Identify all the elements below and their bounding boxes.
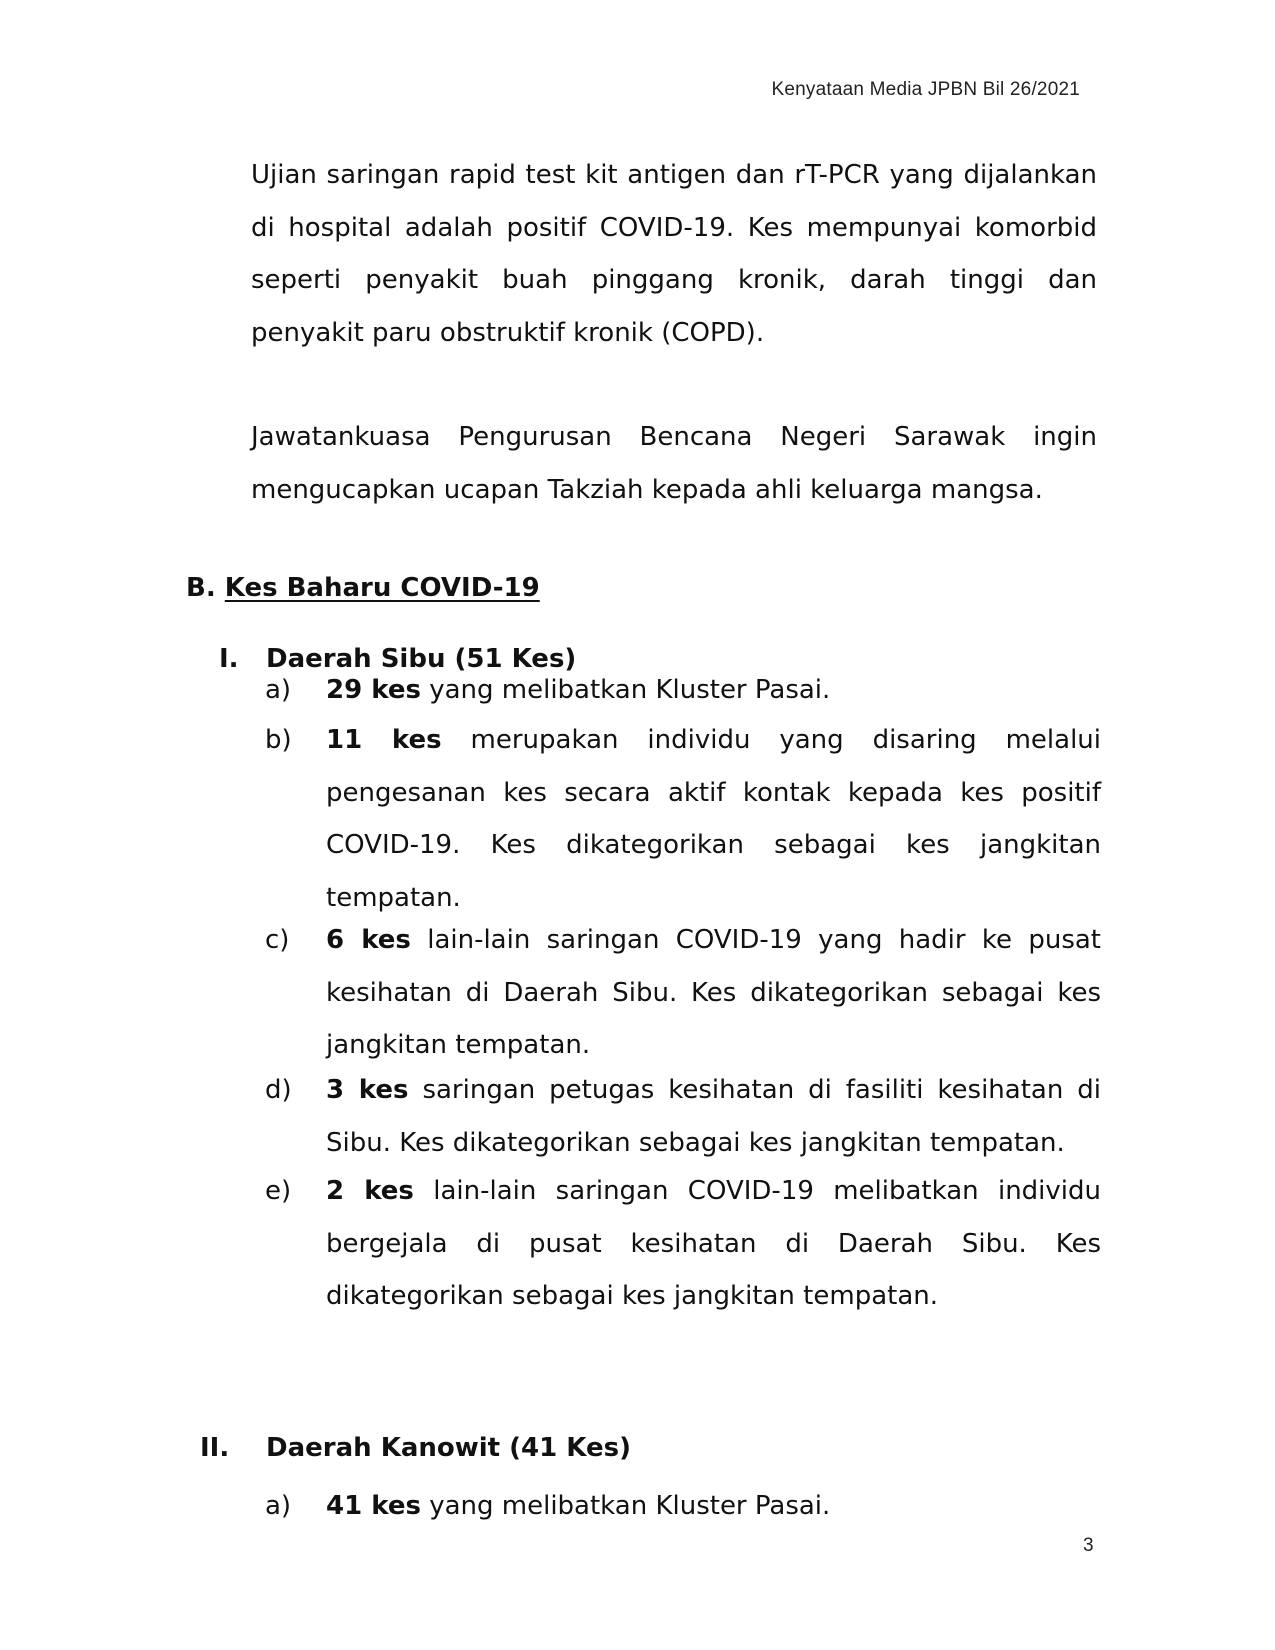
case-count: 6 kes [326, 925, 411, 955]
paragraph-condolence: Jawatankuasa Pengurusan Bencana Negeri Sarawak ingin mengucapkan ucapan Takziah kepada ahli keluarga mangsa. [251, 422, 1097, 505]
case-text: lain-lain saringan COVID-19 yang hadir ke pusat kesihatan di Daerah Sibu. Kes dikategorikan sebagai kes jangkitan tempatan. [326, 925, 1101, 1060]
list-label: a) [265, 675, 292, 705]
list-label: a) [265, 1491, 292, 1521]
list-label: d) [265, 1075, 292, 1105]
case-count: 41 kes [326, 1491, 421, 1521]
list-body [326, 714, 1101, 924]
page-header: Kenyataan Media JPBN Bil 26/2021 [771, 79, 1080, 100]
list-label: c) [265, 925, 290, 955]
list-item-kanowit-a [265, 1480, 1101, 1533]
list-item-sibu-c [265, 914, 1101, 1072]
case-text: lain-lain saringan COVID-19 melibatkan individu bergejala di pusat kesihatan di Daerah Sibu. Kes dikategorikan sebagai kes jangkitan tempatan. [326, 1176, 1101, 1311]
case-count: 11 kes [326, 725, 442, 755]
list-item-sibu-d [265, 1064, 1101, 1169]
list-item-sibu-a [265, 664, 1101, 717]
list-body [326, 1480, 1101, 1533]
district-numeral: I. [219, 644, 239, 674]
case-count: 2 kes [326, 1176, 414, 1206]
list-item-sibu-b [265, 714, 1101, 924]
case-count: 3 kes [326, 1075, 409, 1105]
case-text: merupakan individu yang disaring melalui pengesanan kes secara aktif kontak kepada kes positif COVID-19. Kes dikategorikan sebagai kes jangkitan tempatan. [326, 725, 1102, 913]
list-item-sibu-e [265, 1165, 1101, 1323]
district-numeral: II. [200, 1433, 230, 1463]
case-count: 29 kes [326, 675, 421, 705]
paragraph-test-result: Ujian saringan rapid test kit antigen dan rT-PCR yang dijalankan di hospital adalah positif COVID-19. Kes mempunyai komorbid seperti penyakit buah pinggang kronik, darah tinggi dan penyakit paru obstruktif kronik (COPD). [251, 160, 1097, 348]
case-text: yang melibatkan Kluster Pasai. [420, 1491, 831, 1521]
list-body [326, 664, 1101, 717]
list-label: e) [265, 1176, 292, 1206]
section-heading-b [186, 568, 540, 608]
list-body [326, 1165, 1101, 1323]
district-title: Daerah Sibu (51 Kes) [266, 644, 577, 674]
list-body [326, 914, 1101, 1072]
list-label: b) [265, 725, 292, 755]
section-title: Kes Baharu COVID-19 [224, 573, 540, 603]
case-text: saringan petugas kesihatan di fasiliti kesihatan di Sibu. Kes dikategorikan sebagai kes jangkitan tempatan. [326, 1075, 1101, 1158]
section-label: B. [186, 573, 216, 603]
district-title: Daerah Kanowit (41 Kes) [266, 1433, 631, 1463]
list-body [326, 1064, 1101, 1169]
page-number: 3 [1083, 1535, 1094, 1556]
case-text: yang melibatkan Kluster Pasai. [420, 675, 831, 705]
